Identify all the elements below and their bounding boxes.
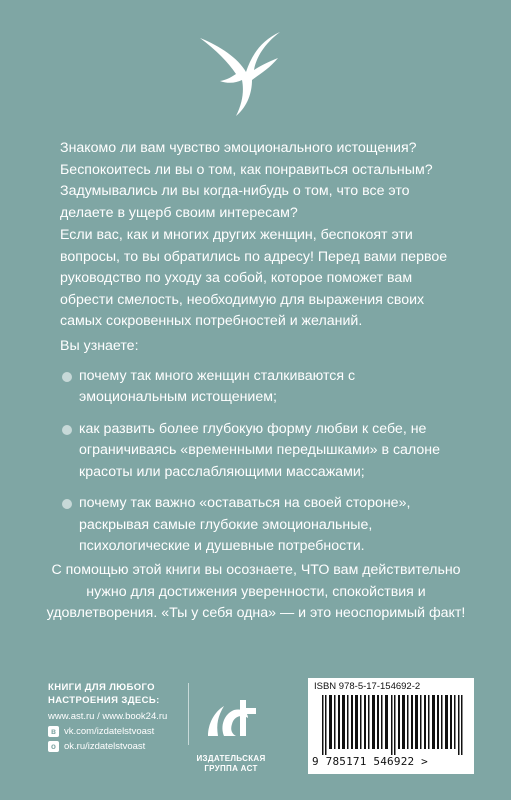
bullet-dot-icon: [62, 425, 72, 435]
intro-paragraph: Знакомо ли вам чувство эмоционального истощения? Беспокоитесь ли вы о том, как понравиться остальным? Задумывались ли вы когда-нибудь о том, что все это делаете в ущерб своим интересам?: [60, 140, 433, 221]
learn-list: [60, 336, 460, 568]
list-item: [60, 419, 460, 484]
website-links: www.ast.ru / www.book24.ru: [48, 711, 168, 722]
vk-link: vk.com/izdatelstvoast: [64, 726, 155, 737]
footer-links: [48, 681, 198, 753]
list-item-text: как развить более глубокую форму любви к себе, не ограничиваясь «временными передышками» в салоне красоты или расслабляющими массажами;: [79, 420, 440, 480]
footer-title-line1: КНИГИ ДЛЯ ЛЮБОГО: [48, 682, 155, 693]
bird-icon: [198, 28, 296, 122]
footer-divider: [188, 683, 189, 745]
bullet-dot-icon: [62, 372, 72, 382]
ast-logo-icon: [202, 688, 262, 748]
publisher-caption-line1: ИЗДАТЕЛЬСКАЯ: [196, 754, 266, 763]
publisher-caption: [190, 754, 272, 774]
list-item: [60, 493, 460, 558]
list-intro: Вы узнаете:: [60, 338, 139, 354]
footer-title-line2: НАСТРОЕНИЯ ЗДЕСЬ:: [48, 695, 160, 706]
bullet-dot-icon: [62, 499, 72, 509]
closing-paragraph: С помощью этой книги вы осознаете, ЧТО вам действительно нужно для достижения уверенности, спокойствия и удовлетворения. «Ты у себя одна» — и это неоспоримый факт!: [46, 562, 466, 621]
ok-link-row: [48, 740, 198, 753]
description-paragraph: Если вас, как и многих других женщин, беспокоят эти вопросы, то вы обратились по адресу! Перед вами первое руководство по уходу за собой, которое поможет вам обрести смелость, необходимую для выражения своих самых сокровенных потребностей и желаний.: [60, 227, 448, 329]
ok-icon: о: [48, 741, 59, 752]
vk-link-row: [48, 725, 198, 738]
bullet-list: [60, 366, 460, 558]
barcode-digits: 9 785171 546922 >: [312, 755, 428, 768]
ok-link: ok.ru/izdatelstvoast: [64, 741, 146, 752]
isbn-text: ISBN 978-5-17-154692-2: [314, 681, 421, 692]
publisher-caption-line2: ГРУППА АСТ: [204, 764, 258, 773]
list-item-text: почему так важно «оставаться на своей стороне», раскрывая самые глубокие эмоциональные, психологические и душевные потребности.: [79, 495, 411, 554]
barcode-icon: [322, 695, 464, 755]
vk-icon: в: [48, 726, 59, 737]
list-item: [60, 366, 460, 409]
list-item-text: почему так много женщин сталкиваются с эмоциональным истощением;: [79, 367, 356, 405]
